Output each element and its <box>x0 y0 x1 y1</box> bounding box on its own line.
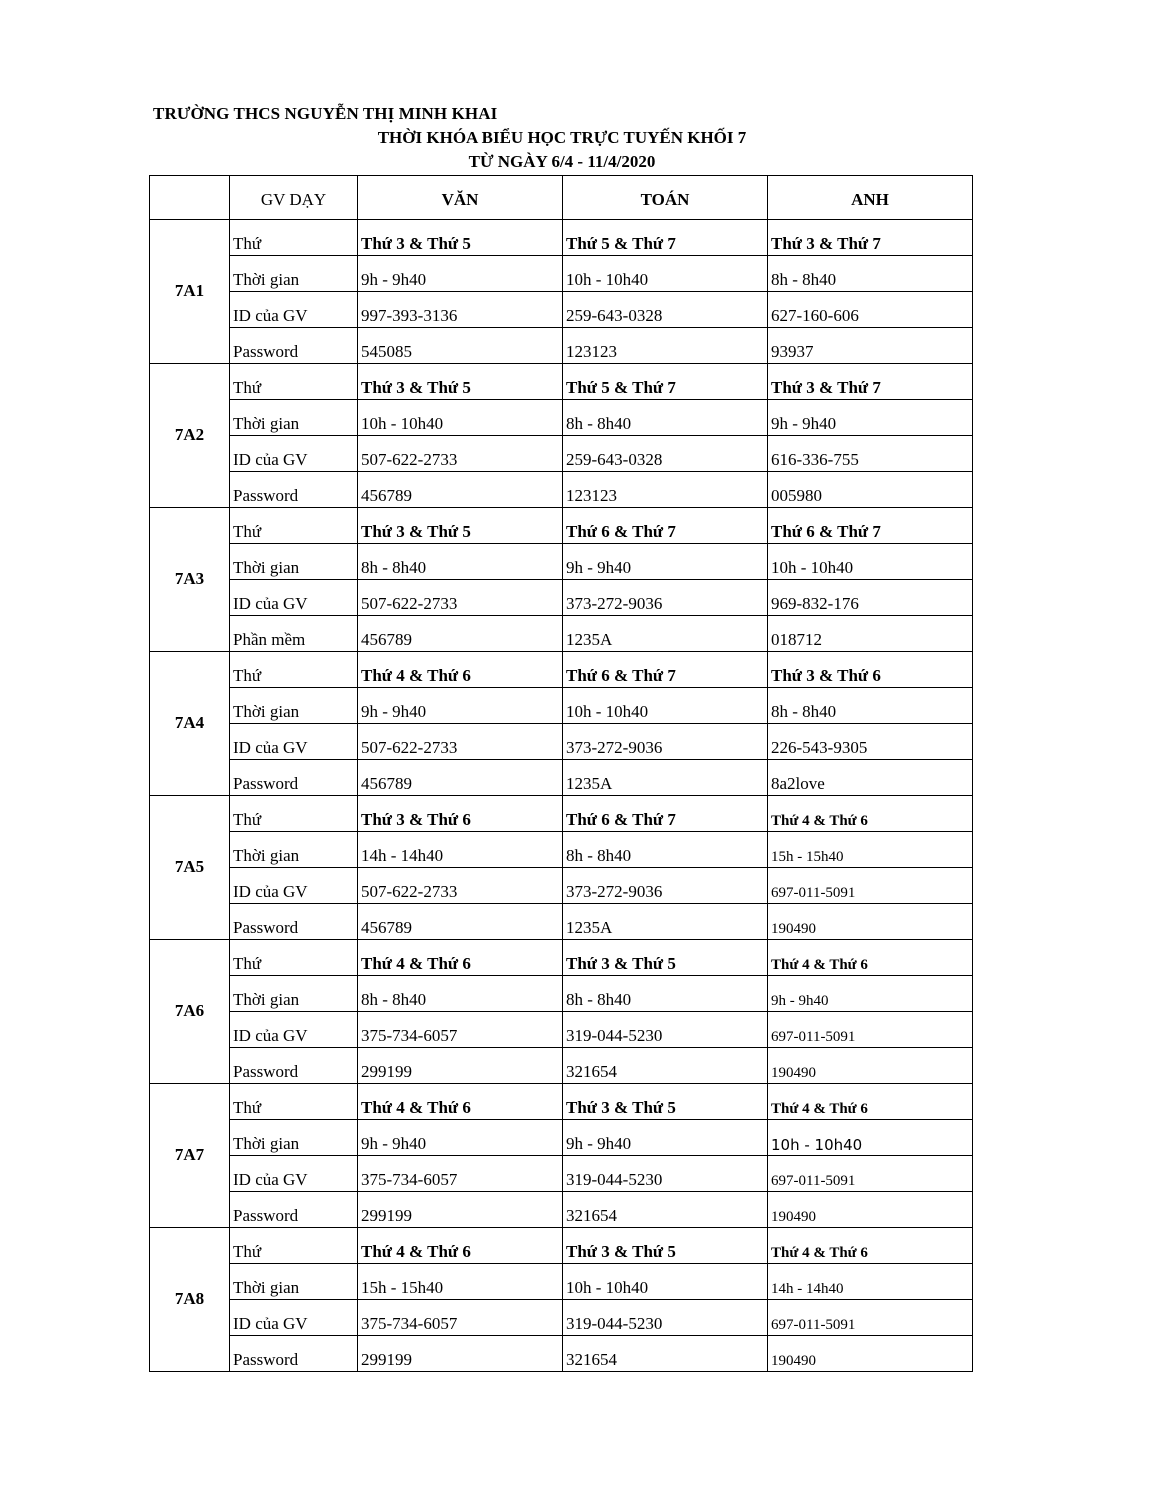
anh-cell: 697-011-5091 <box>768 1156 973 1192</box>
class-name-cell: 7A4 <box>150 652 230 796</box>
label-cell: Thời gian <box>230 976 358 1012</box>
label-cell: Password <box>230 472 358 508</box>
van-cell: 375-734-6057 <box>358 1012 563 1048</box>
toan-cell: 373-272-9036 <box>563 868 768 904</box>
anh-cell: 9h - 9h40 <box>768 976 973 1012</box>
label-cell: Password <box>230 328 358 364</box>
van-cell: Thứ 3 & Thứ 6 <box>358 796 563 832</box>
header-row <box>150 176 973 220</box>
label-cell: Password <box>230 1336 358 1372</box>
label-cell: ID của GV <box>230 1300 358 1336</box>
class-name-cell: 7A7 <box>150 1084 230 1228</box>
van-cell: 456789 <box>358 760 563 796</box>
anh-cell: 226-543-9305 <box>768 724 973 760</box>
anh-cell: Thứ 4 & Thứ 6 <box>768 1084 973 1120</box>
label-cell: ID của GV <box>230 580 358 616</box>
label-cell: ID của GV <box>230 1156 358 1192</box>
table-row <box>150 508 973 544</box>
anh-cell: 969-832-176 <box>768 580 973 616</box>
label-cell: Thời gian <box>230 832 358 868</box>
toan-cell: 123123 <box>563 472 768 508</box>
anh-cell: 9h - 9h40 <box>768 400 973 436</box>
toan-cell: 373-272-9036 <box>563 724 768 760</box>
table-row <box>150 544 973 580</box>
label-cell: Thứ <box>230 508 358 544</box>
toan-cell: Thứ 5 & Thứ 7 <box>563 220 768 256</box>
toan-cell: Thứ 3 & Thứ 5 <box>563 1228 768 1264</box>
label-cell: Thời gian <box>230 400 358 436</box>
van-cell: Thứ 4 & Thứ 6 <box>358 1228 563 1264</box>
anh-cell: 697-011-5091 <box>768 868 973 904</box>
van-cell: Thứ 4 & Thứ 6 <box>358 1084 563 1120</box>
class-name-cell: 7A2 <box>150 364 230 508</box>
van-cell: 997-393-3136 <box>358 292 563 328</box>
label-cell: ID của GV <box>230 1012 358 1048</box>
label-cell: ID của GV <box>230 724 358 760</box>
toan-cell: Thứ 3 & Thứ 5 <box>563 940 768 976</box>
anh-cell: 15h - 15h40 <box>768 832 973 868</box>
table-row <box>150 1300 973 1336</box>
table-row <box>150 580 973 616</box>
anh-cell: 14h - 14h40 <box>768 1264 973 1300</box>
anh-cell: Thứ 3 & Thứ 6 <box>768 652 973 688</box>
van-cell: 507-622-2733 <box>358 724 563 760</box>
anh-cell: 190490 <box>768 904 973 940</box>
table-row <box>150 1264 973 1300</box>
label-cell: Thời gian <box>230 1264 358 1300</box>
class-name-cell: 7A8 <box>150 1228 230 1372</box>
table-row <box>150 796 973 832</box>
table-row <box>150 256 973 292</box>
anh-cell: 8h - 8h40 <box>768 688 973 724</box>
table-row <box>150 364 973 400</box>
van-cell: 299199 <box>358 1336 563 1372</box>
class-name-cell: 7A1 <box>150 220 230 364</box>
label-cell: Password <box>230 760 358 796</box>
date-range: TỪ NGÀY 6/4 - 11/4/2020 <box>468 152 656 171</box>
toan-cell: 8h - 8h40 <box>563 832 768 868</box>
toan-cell: 319-044-5230 <box>563 1156 768 1192</box>
table-row <box>150 436 973 472</box>
table-row <box>150 292 973 328</box>
table-row <box>150 832 973 868</box>
van-cell: 545085 <box>358 328 563 364</box>
van-cell: 299199 <box>358 1192 563 1228</box>
label-cell: Thứ <box>230 1228 358 1264</box>
van-cell: 8h - 8h40 <box>358 976 563 1012</box>
anh-cell: 190490 <box>768 1336 973 1372</box>
label-cell: Password <box>230 1192 358 1228</box>
table-row <box>150 940 973 976</box>
table-row <box>150 688 973 724</box>
label-cell: Thời gian <box>230 1120 358 1156</box>
label-cell: Thứ <box>230 652 358 688</box>
toan-cell: 1235A <box>563 760 768 796</box>
anh-cell: 697-011-5091 <box>768 1300 973 1336</box>
anh-cell: 10h - 10h40 <box>768 544 973 580</box>
table-row <box>150 1228 973 1264</box>
label-cell: Thứ <box>230 1084 358 1120</box>
timetable <box>149 175 973 1372</box>
table-row <box>150 616 973 652</box>
anh-cell: Thứ 4 & Thứ 6 <box>768 796 973 832</box>
toan-cell: Thứ 5 & Thứ 7 <box>563 364 768 400</box>
table-row <box>150 976 973 1012</box>
toan-cell: 9h - 9h40 <box>563 544 768 580</box>
van-cell: 375-734-6057 <box>358 1300 563 1336</box>
van-cell: 507-622-2733 <box>358 436 563 472</box>
van-cell: 8h - 8h40 <box>358 544 563 580</box>
label-cell: Password <box>230 1048 358 1084</box>
anh-cell: 616-336-755 <box>768 436 973 472</box>
van-cell: Thứ 4 & Thứ 6 <box>358 652 563 688</box>
toan-cell: 319-044-5230 <box>563 1300 768 1336</box>
van-cell: 15h - 15h40 <box>358 1264 563 1300</box>
anh-cell: 627-160-606 <box>768 292 973 328</box>
header-blank <box>150 176 230 220</box>
label-cell: Thứ <box>230 796 358 832</box>
table-row <box>150 868 973 904</box>
van-cell: 9h - 9h40 <box>358 1120 563 1156</box>
label-cell: ID của GV <box>230 292 358 328</box>
van-cell: 14h - 14h40 <box>358 832 563 868</box>
anh-cell: Thứ 6 & Thứ 7 <box>768 508 973 544</box>
table-row <box>150 1084 973 1120</box>
anh-cell: 190490 <box>768 1192 973 1228</box>
van-cell: 10h - 10h40 <box>358 400 563 436</box>
toan-cell: 8h - 8h40 <box>563 400 768 436</box>
table-row <box>150 1336 973 1372</box>
van-cell: Thứ 3 & Thứ 5 <box>358 364 563 400</box>
van-cell: 507-622-2733 <box>358 580 563 616</box>
header-teacher: GV DẠY <box>230 176 358 220</box>
label-cell: Thời gian <box>230 256 358 292</box>
van-cell: 9h - 9h40 <box>358 256 563 292</box>
anh-cell: Thứ 3 & Thứ 7 <box>768 220 973 256</box>
toan-cell: Thứ 6 & Thứ 7 <box>563 508 768 544</box>
toan-cell: 123123 <box>563 328 768 364</box>
table-row <box>150 760 973 796</box>
table-row <box>150 1048 973 1084</box>
header-van: VĂN <box>358 176 563 220</box>
anh-cell: 005980 <box>768 472 973 508</box>
van-cell: 456789 <box>358 472 563 508</box>
toan-cell: 321654 <box>563 1192 768 1228</box>
toan-cell: 8h - 8h40 <box>563 976 768 1012</box>
table-row <box>150 1192 973 1228</box>
toan-cell: 10h - 10h40 <box>563 256 768 292</box>
anh-cell: 8h - 8h40 <box>768 256 973 292</box>
table-row <box>150 400 973 436</box>
van-cell: Thứ 3 & Thứ 5 <box>358 508 563 544</box>
van-cell: 299199 <box>358 1048 563 1084</box>
document-title: THỜI KHÓA BIỂU HỌC TRỰC TUYẾN KHỐI 7 <box>377 128 747 147</box>
toan-cell: 1235A <box>563 904 768 940</box>
toan-cell: Thứ 6 & Thứ 7 <box>563 796 768 832</box>
label-cell: ID của GV <box>230 868 358 904</box>
label-cell: Thời gian <box>230 544 358 580</box>
toan-cell: 10h - 10h40 <box>563 1264 768 1300</box>
table-row <box>150 904 973 940</box>
label-cell: Thứ <box>230 220 358 256</box>
van-cell: 507-622-2733 <box>358 868 563 904</box>
class-name-cell: 7A6 <box>150 940 230 1084</box>
van-cell: 375-734-6057 <box>358 1156 563 1192</box>
anh-cell: Thứ 3 & Thứ 7 <box>768 364 973 400</box>
toan-cell: 321654 <box>563 1336 768 1372</box>
toan-cell: Thứ 6 & Thứ 7 <box>563 652 768 688</box>
class-name-cell: 7A5 <box>150 796 230 940</box>
anh-cell: Thứ 4 & Thứ 6 <box>768 940 973 976</box>
anh-cell: 8a2love <box>768 760 973 796</box>
table-row <box>150 652 973 688</box>
header-anh: ANH <box>768 176 973 220</box>
van-cell: Thứ 3 & Thứ 5 <box>358 220 563 256</box>
toan-cell: 373-272-9036 <box>563 580 768 616</box>
table-row <box>150 1120 973 1156</box>
toan-cell: 1235A <box>563 616 768 652</box>
label-cell: Password <box>230 904 358 940</box>
school-name: TRƯỜNG THCS NGUYỄN THỊ MINH KHAI <box>153 104 498 123</box>
table-row <box>150 472 973 508</box>
table-row <box>150 724 973 760</box>
toan-cell: 9h - 9h40 <box>563 1120 768 1156</box>
anh-cell: 697-011-5091 <box>768 1012 973 1048</box>
label-cell: Thứ <box>230 940 358 976</box>
table-row <box>150 328 973 364</box>
class-name-cell: 7A3 <box>150 508 230 652</box>
van-cell: 456789 <box>358 904 563 940</box>
toan-cell: 259-643-0328 <box>563 292 768 328</box>
toan-cell: Thứ 3 & Thứ 5 <box>563 1084 768 1120</box>
label-cell: Phần mềm <box>230 616 358 652</box>
label-cell: Thứ <box>230 364 358 400</box>
toan-cell: 259-643-0328 <box>563 436 768 472</box>
van-cell: 9h - 9h40 <box>358 688 563 724</box>
label-cell: ID của GV <box>230 436 358 472</box>
table-row <box>150 1012 973 1048</box>
table-row <box>150 1156 973 1192</box>
van-cell: 456789 <box>358 616 563 652</box>
van-cell: Thứ 4 & Thứ 6 <box>358 940 563 976</box>
label-cell: Thời gian <box>230 688 358 724</box>
table-row <box>150 220 973 256</box>
anh-cell: 018712 <box>768 616 973 652</box>
toan-cell: 10h - 10h40 <box>563 688 768 724</box>
toan-cell: 321654 <box>563 1048 768 1084</box>
toan-cell: 319-044-5230 <box>563 1012 768 1048</box>
anh-cell: 190490 <box>768 1048 973 1084</box>
anh-cell: 93937 <box>768 328 973 364</box>
anh-cell: Thứ 4 & Thứ 6 <box>768 1228 973 1264</box>
anh-cell: 10h - 10h40 <box>768 1120 973 1156</box>
header-toan: TOÁN <box>563 176 768 220</box>
